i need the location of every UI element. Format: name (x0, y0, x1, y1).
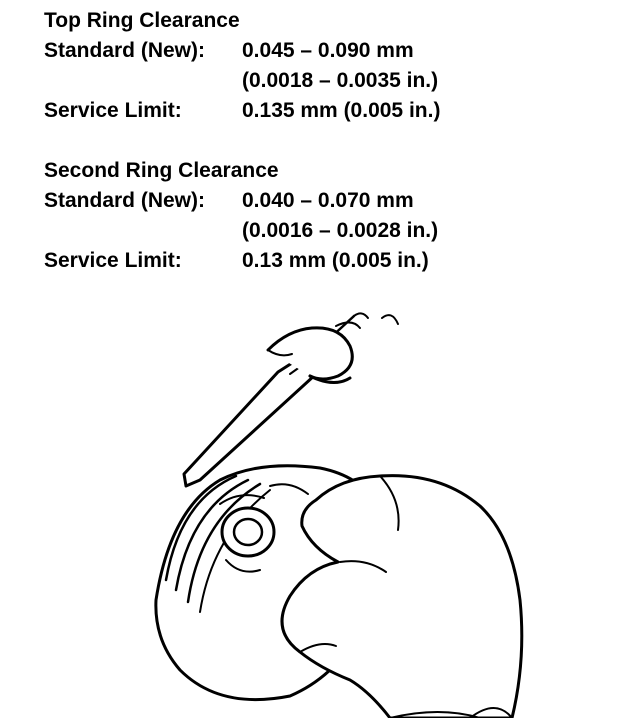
service-limit-value: 0.135 mm (0.005 in.) (242, 99, 441, 122)
second-ring-spec (44, 156, 604, 276)
standard-label: Standard (New): (44, 189, 206, 212)
standard-mm-value: 0.040 – 0.070 mm (242, 189, 414, 212)
top-ring-standard-inch-row (44, 66, 604, 96)
standard-label: Standard (New): (44, 39, 206, 62)
standard-inch-value: (0.0016 – 0.0028 in.) (242, 219, 439, 242)
top-ring-standard-row (44, 36, 604, 66)
second-ring-service-row (44, 246, 604, 276)
second-ring-standard-inch-row (44, 216, 604, 246)
service-limit-value: 0.13 mm (0.005 in.) (242, 249, 429, 272)
second-ring-title: Second Ring Clearance (44, 159, 279, 182)
service-limit-label: Service Limit: (44, 249, 182, 272)
spacer (44, 216, 242, 246)
standard-mm-value: 0.045 – 0.090 mm (242, 39, 414, 62)
spacer (44, 66, 242, 96)
piston-ring-clearance-illustration (140, 300, 640, 718)
top-ring-title: Top Ring Clearance (44, 9, 240, 32)
standard-inch-value: (0.0018 – 0.0035 in.) (242, 69, 439, 92)
top-ring-service-row (44, 96, 604, 126)
top-ring-spec (44, 6, 604, 126)
second-ring-standard-row (44, 186, 604, 216)
service-limit-label: Service Limit: (44, 99, 182, 122)
